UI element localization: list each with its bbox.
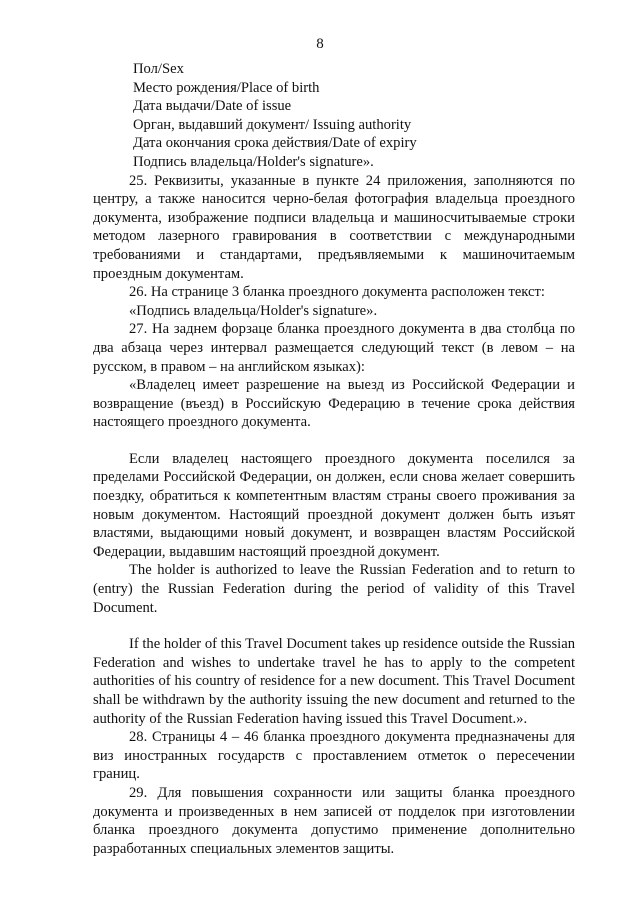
page-number: 8 [316,36,324,52]
paragraph-25: 25. Реквизиты, указанные в пункте 24 приложения, заполняются по центру, а также наносится черно-белая фотография владельца проездного документа, изображение подписи владельца и машиносчитываемые строки методом лазерного гравирования в соответствии с международными требованиями и стандартами, предъявляемыми к машиночитаемым проездным документам. [93,172,575,282]
paragraph-26: 26. На странице 3 бланка проездного документа расположен текст: [129,284,545,301]
back-text-ru-1: «Владелец имеет разрешение на выезд из Российской Федерации и возвращение (въезд) в Российскую Федерацию в течение срока действия настоящего проездного документа. [93,377,575,431]
field-place-of-birth: Место рождения/Place of birth [133,79,320,96]
paragraph-28: 28. Страницы 4 – 46 бланка проездного документа предназначены для виз иностранных государств с проставлением отметок о пересечении границ. [93,729,575,783]
field-issuing-authority: Орган, выдавший документ/ Issuing authority [133,116,412,133]
spacer [93,617,575,635]
back-text-ru-2: Если владелец настоящего проездного документа поселился за пределами Российской Федерации, он должен, если снова желает совершить поездку, обратиться к компетентным властям страны своего проживания за новым документом. Настоящий проездной документ должен быть изъят властями, выдающими новый документ, и возвращен властям Российской Федерации, выдавшим настоящий проездной документ. [93,450,575,560]
document-body [93,60,575,858]
spacer [93,432,575,450]
field-sex: Пол/Sex [133,61,184,77]
paragraph-26-text: «Подпись владельца/Holder's signature». [129,302,378,319]
field-date-of-expiry: Дата окончания срока действия/Date of expiry [133,135,417,152]
back-text-en-2: If the holder of this Travel Document takes up residence outside the Russian Federation and wishes to undertake travel he has to apply to the competent authorities of his country of residence for a new document. This Travel Document shall be withdrawn by the authority issuing the new document and returned to the authority of the Russian Federation having issued this Travel Document.». [93,636,575,727]
back-text-en-1: The holder is authorized to leave the Russian Federation and to return to (entry) the Russian Federation during the period of validity of this Travel Document. [93,562,575,616]
field-date-of-issue: Дата выдачи/Date of issue [133,98,292,115]
paragraph-29: 29. Для повышения сохранности или защиты бланка проездного документа и произведенных в нем записей от подделок при изготовлении бланка проездного документа допустимо применение дополнительно разработанных специальных элементов защиты. [93,784,575,857]
paragraph-27: 27. На заднем форзаце бланка проездного документа в два столбца по два абзаца через интервал размещается следующий текст (в левом – на русском, в правом – на английском языках): [93,321,575,375]
field-holder-signature: Подпись владельца/Holder's signature». [133,153,374,170]
